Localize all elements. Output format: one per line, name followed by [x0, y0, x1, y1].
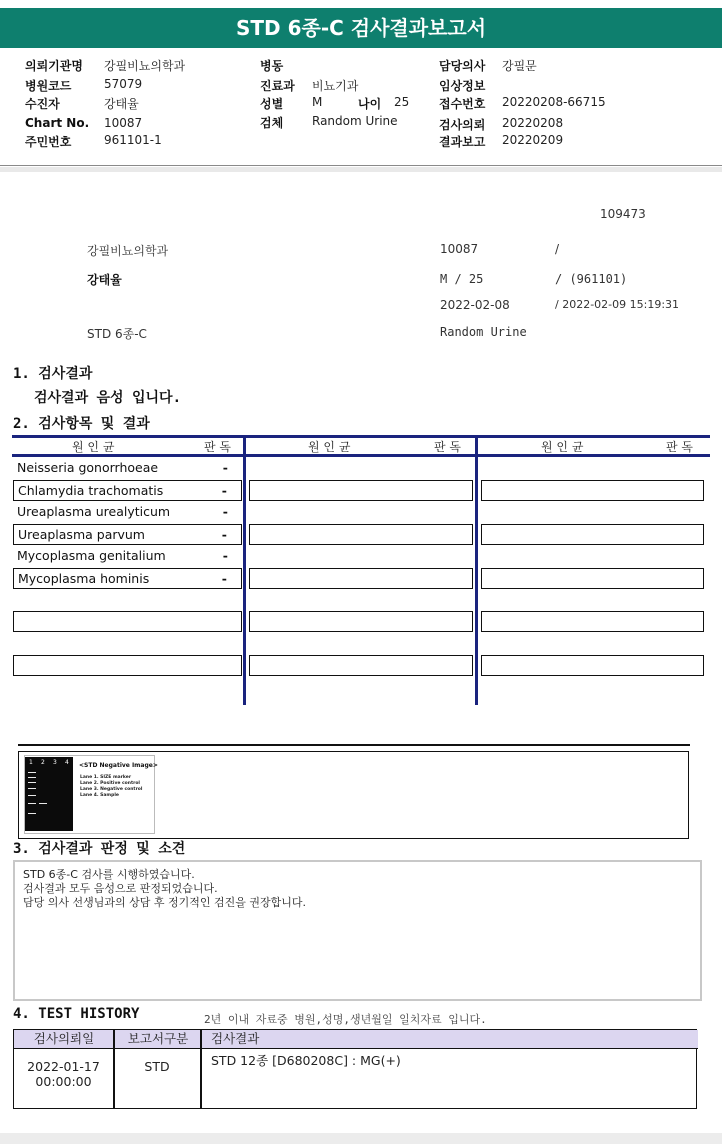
conclusion-line: STD 6종-C 검사를 시행하였습니다. — [23, 868, 195, 881]
empty-result-row — [249, 524, 473, 545]
empty-result-row — [249, 568, 473, 589]
divider-strip — [0, 167, 722, 172]
gel-electrophoresis-image — [25, 757, 73, 831]
marker-band — [28, 777, 36, 778]
summary-hospital: 강필비뇨의학과 — [87, 244, 169, 258]
summary-patient: 강태율 — [87, 273, 122, 287]
history-note: 2년 이내 자료중 병원,성명,생년월일 일치자료 입니다. — [204, 1013, 487, 1026]
summary-sex-age: M / 25 — [440, 272, 484, 286]
result-row — [13, 502, 242, 523]
marker-band — [28, 795, 36, 796]
history-header-type: 보고서구분 — [127, 1031, 189, 1046]
summary-number: 109473 — [600, 207, 646, 221]
patient-value: 강태율 — [104, 97, 139, 111]
summary-test-name: STD 6종-C — [87, 327, 147, 341]
summary-request-date: 2022-02-08 — [440, 298, 510, 312]
column-header-1 — [12, 438, 243, 454]
gel-image-title: <STD Negative Image> — [79, 762, 158, 769]
summary-chart: 10087 — [440, 242, 479, 256]
chart-label: Chart No. — [25, 116, 90, 130]
marker-band — [28, 813, 36, 814]
chart-value: 10087 — [104, 116, 143, 130]
organism-name: Chlamydia trachomatis — [18, 483, 164, 498]
history-date-cell — [14, 1059, 113, 1089]
specimen-value: Random Urine — [312, 114, 398, 128]
summary-specimen: Random Urine — [440, 325, 527, 339]
column-header-3 — [478, 438, 710, 454]
lane-number: 4 — [65, 759, 69, 766]
specimen-label: 검체 — [260, 116, 284, 130]
conclusion-line: 담당 의사 선생님과의 상담 후 정기적인 검진을 권장합니다. — [23, 896, 306, 909]
sex-value: M — [312, 95, 323, 109]
hospital-label: 의뢰기관명 — [25, 59, 83, 73]
organism-name: Neisseria gonorrhoeae — [17, 460, 159, 475]
doctor-value: 강필문 — [502, 59, 537, 73]
marker-band — [28, 788, 36, 789]
gel-legend-item: Lane 3. Negative control — [80, 787, 143, 792]
ward-label: 병동 — [260, 59, 284, 73]
sex-label: 성별 — [260, 97, 284, 111]
empty-result-row — [481, 480, 704, 501]
judgement-header: 판 독 — [666, 440, 693, 454]
judgement-header: 판 독 — [204, 440, 231, 454]
table-header-border — [12, 454, 710, 457]
age-value: 25 — [394, 95, 410, 109]
summary-slash: / — [555, 242, 560, 256]
report-label: 결과보고 — [439, 135, 486, 149]
summary-birth: / (961101) — [555, 272, 628, 286]
organism-result: - — [221, 527, 227, 542]
code-label: 병원코드 — [25, 79, 72, 93]
section1-title: 1. 검사결과 — [13, 366, 93, 382]
history-title: 4. TEST HISTORY — [13, 1006, 140, 1022]
conclusion-box — [13, 860, 702, 1001]
history-type: STD — [144, 1059, 170, 1074]
organism-header: 원 인 균 — [541, 440, 584, 454]
column-separator — [243, 435, 246, 705]
history-column-line — [200, 1030, 202, 1108]
gel-legend-item: Lane 2. Positive control — [80, 781, 140, 786]
section2-title: 2. 검사항목 및 결과 — [13, 416, 150, 432]
history-time: 00:00:00 — [35, 1074, 92, 1089]
age-label: 나이 — [358, 97, 382, 111]
header-info — [0, 48, 722, 166]
organism-name: Ureaplasma parvum — [18, 527, 145, 542]
history-header-date: 검사의뢰일 — [33, 1031, 95, 1046]
dept-value: 비뇨기과 — [312, 79, 359, 93]
result-row — [13, 546, 242, 567]
marker-band — [28, 772, 36, 773]
organism-name: Mycoplasma genitalium — [17, 548, 166, 563]
report-title: STD 6종-C 검사결과보고서 — [0, 8, 722, 48]
image-divider — [18, 744, 690, 746]
reception-label: 접수번호 — [439, 97, 486, 111]
summary-report-datetime: / 2022-02-09 15:19:31 — [555, 298, 680, 311]
lane-number: 1 — [29, 759, 33, 766]
result-row — [13, 458, 242, 479]
result-row — [13, 524, 242, 545]
request-value: 20220208 — [502, 116, 564, 130]
dept-label: 진료과 — [260, 79, 295, 93]
column-header-2 — [246, 438, 475, 454]
empty-result-row — [13, 655, 242, 676]
code-value: 57079 — [104, 77, 143, 91]
patient-label: 수진자 — [25, 97, 60, 111]
organism-name: Mycoplasma hominis — [18, 571, 150, 586]
lane-number: 3 — [53, 759, 57, 766]
organism-result: - — [222, 548, 228, 563]
organism-result: - — [221, 571, 227, 586]
rrn-label: 주민번호 — [25, 135, 72, 149]
gel-legend-item: Lane 1. SIZE marker — [80, 775, 132, 780]
history-table — [13, 1029, 697, 1109]
empty-result-row — [481, 568, 704, 589]
empty-result-row — [481, 611, 704, 632]
empty-result-row — [481, 655, 704, 676]
marker-band — [28, 782, 36, 783]
hospital-value: 강필비뇨의학과 — [104, 59, 186, 73]
history-date: 2022-01-17 — [27, 1059, 100, 1074]
empty-result-row — [249, 480, 473, 501]
organism-result: - — [221, 483, 227, 498]
organism-result: - — [222, 460, 228, 475]
clinical-label: 임상정보 — [439, 79, 486, 93]
empty-result-row — [249, 611, 473, 632]
lane-number: 2 — [41, 759, 45, 766]
bottom-strip — [0, 1133, 722, 1144]
result-row — [13, 480, 242, 501]
marker-band — [28, 803, 36, 804]
organism-header: 원 인 균 — [308, 440, 351, 454]
empty-result-row — [249, 655, 473, 676]
organism-header: 원 인 균 — [72, 440, 115, 454]
doctor-label: 담당의사 — [439, 59, 486, 73]
reception-value: 20220208-66715 — [502, 95, 606, 109]
positive-band — [39, 803, 47, 804]
section3-title: 3. 검사결과 판정 및 소견 — [13, 841, 186, 857]
organism-name: Ureaplasma urealyticum — [17, 504, 171, 519]
result-row — [13, 568, 242, 589]
conclusion-line: 검사결과 모두 음성으로 판정되었습니다. — [23, 882, 218, 895]
request-label: 검사의뢰 — [439, 118, 486, 132]
organism-result: - — [222, 504, 228, 519]
history-result: STD 12종 [D680208C] : MG(+) — [211, 1053, 401, 1068]
report-value: 20220209 — [502, 133, 564, 147]
rrn-value: 961101-1 — [104, 133, 162, 147]
column-separator — [475, 435, 478, 705]
empty-result-row — [13, 611, 242, 632]
overall-result: 검사결과 음성 입니다. — [34, 390, 182, 406]
history-header-result: 검사결과 — [211, 1031, 260, 1046]
gel-legend-item: Lane 4. Sample — [80, 793, 119, 798]
judgement-header: 판 독 — [434, 440, 461, 454]
empty-result-row — [481, 524, 704, 545]
